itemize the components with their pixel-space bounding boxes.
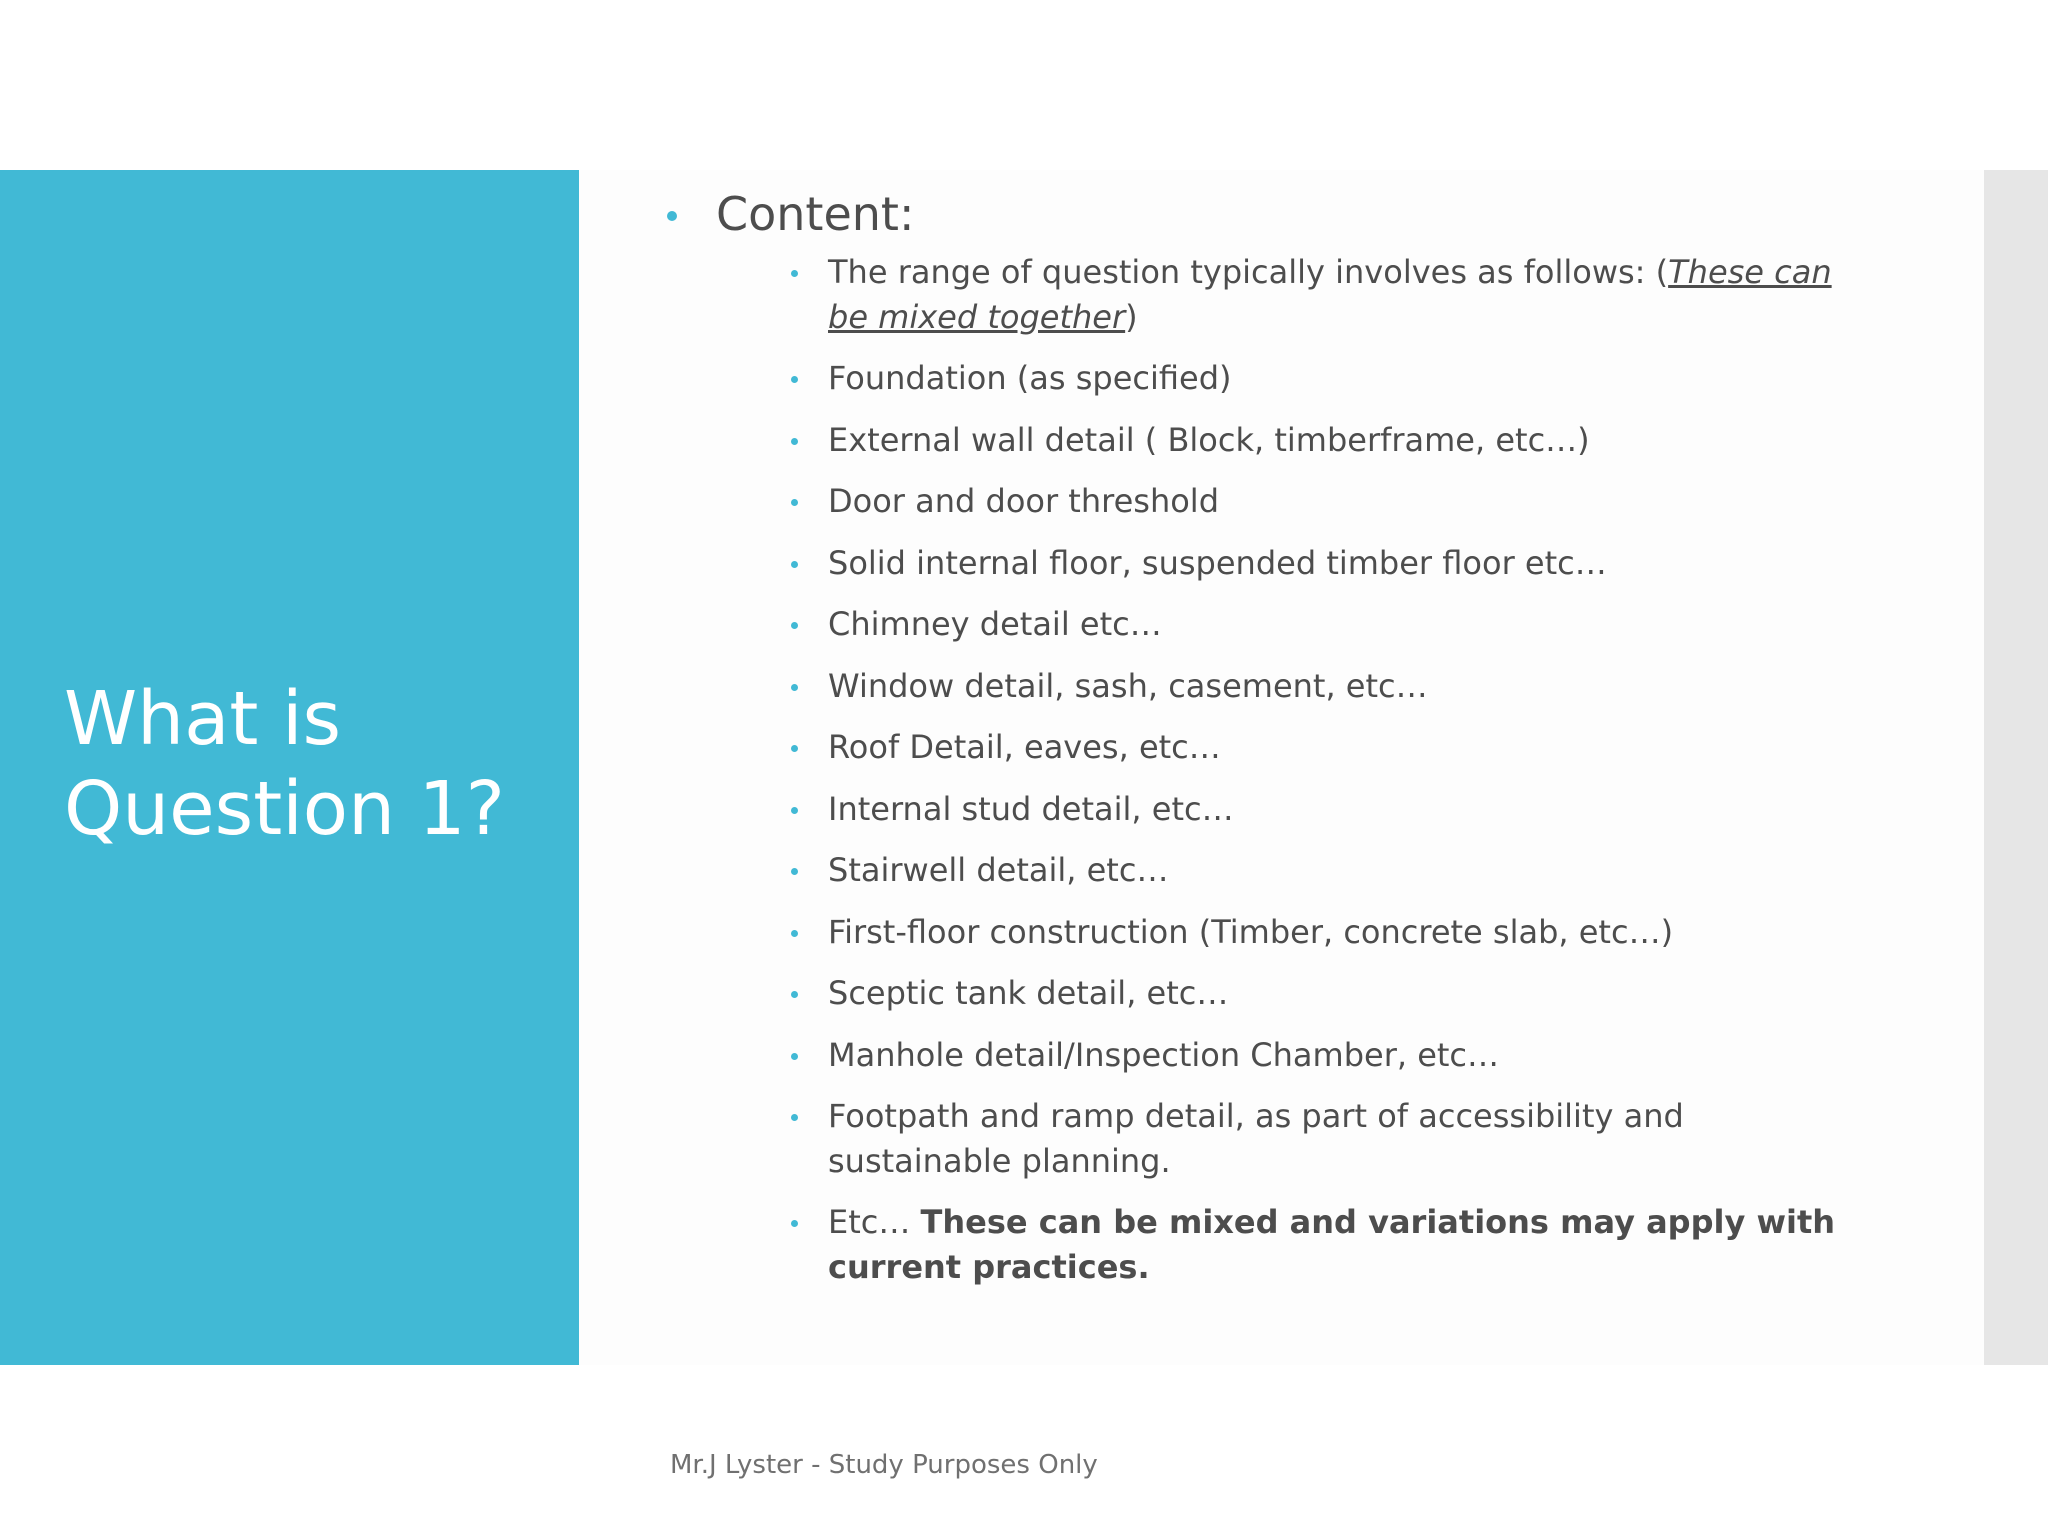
bullet-dot-icon <box>791 376 798 383</box>
list-item-text: External wall detail ( Block, timberframe, etc…) <box>828 420 1590 459</box>
list-item <box>828 1094 1868 1183</box>
intro-suffix: ) <box>1125 297 1138 336</box>
right-strip <box>1984 170 2048 1365</box>
bullet-dot-icon <box>791 561 798 568</box>
list-item <box>828 541 1868 586</box>
list-item <box>828 971 1868 1016</box>
bullet-dot-icon <box>791 1053 798 1060</box>
topic-list <box>828 250 1868 1306</box>
bullet-dot-icon <box>791 868 798 875</box>
bullet-dot-icon <box>791 930 798 937</box>
final-bold-note: These can be mixed and variations may apply with current practices. <box>828 1203 1836 1286</box>
list-item-text: Foundation (as specified) <box>828 359 1232 397</box>
list-item-text: Solid internal floor, suspended timber floor etc… <box>828 543 1607 582</box>
bullet-dot-icon <box>791 499 798 506</box>
list-item-text: Door and door threshold <box>828 482 1219 520</box>
list-item <box>828 479 1868 524</box>
list-item <box>828 418 1868 463</box>
bullet-dot-icon <box>791 684 798 691</box>
list-item <box>828 787 1868 832</box>
intro-text: The range of question typically involves as follows: ( <box>828 253 1669 291</box>
bullet-dot-icon <box>791 438 798 445</box>
bullet-dot-icon <box>791 991 798 998</box>
list-item-text: Roof Detail, eaves, etc… <box>828 728 1221 766</box>
footer-text: Mr.J Lyster - Study Purposes Only <box>670 1450 1098 1480</box>
list-item <box>828 910 1868 955</box>
list-item-text: Footpath and ramp detail, as part of accessibility and sustainable planning. <box>828 1097 1684 1180</box>
bullet-dot-icon <box>791 1114 798 1121</box>
list-item <box>828 848 1868 893</box>
list-item <box>828 1033 1868 1078</box>
list-item-text: Internal stud detail, etc… <box>828 789 1234 828</box>
final-prefix: Etc… <box>828 1203 921 1241</box>
list-item-text: Sceptic tank detail, etc… <box>828 974 1229 1012</box>
list-item-text: First-floor construction (Timber, concrete slab, etc…) <box>828 912 1674 951</box>
list-item-final <box>828 1200 1868 1289</box>
list-item-text: Stairwell detail, etc… <box>828 851 1169 889</box>
list-item-text: Window detail, sash, casement, etc… <box>828 666 1428 705</box>
bullet-dot-icon <box>791 745 798 752</box>
intro-emphasis: These can be mixed together <box>828 253 1832 336</box>
bullet-dot-icon <box>791 1220 798 1227</box>
list-item <box>828 602 1868 647</box>
list-item-text: Chimney detail etc… <box>828 605 1162 643</box>
slide-title: What is Question 1? <box>64 676 505 852</box>
bullet-dot-icon <box>791 270 798 277</box>
bullet-dot-icon <box>667 211 677 221</box>
list-item-intro <box>828 250 1868 339</box>
content-heading-label: Content: <box>716 187 915 241</box>
list-item <box>828 356 1868 401</box>
bullet-dot-icon <box>791 807 798 814</box>
bullet-dot-icon <box>791 622 798 629</box>
list-item <box>828 664 1868 709</box>
list-item-text: Manhole detail/Inspection Chamber, etc… <box>828 1035 1500 1074</box>
list-item <box>828 725 1868 770</box>
